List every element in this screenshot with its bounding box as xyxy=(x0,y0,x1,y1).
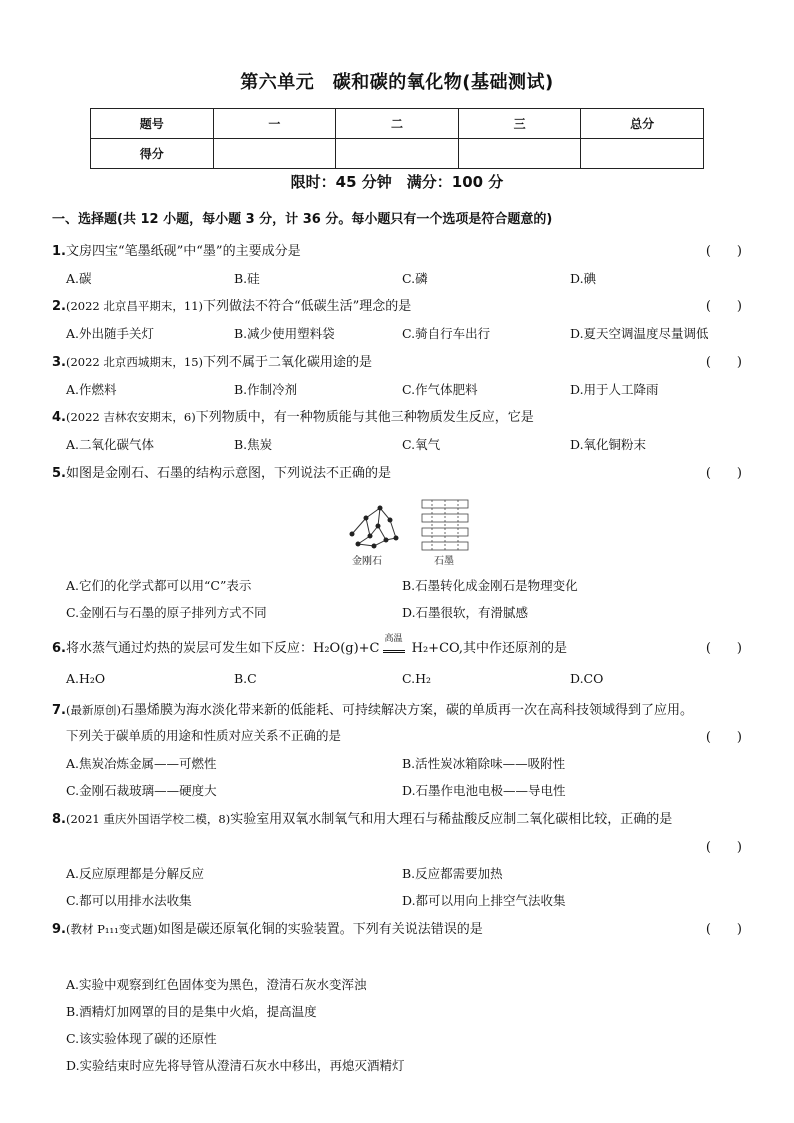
score-table-header-row xyxy=(91,109,704,139)
option: A.作燃料 xyxy=(66,382,117,397)
question-9: 9.(教材 P₁₁₁变式题)如图是碳还原氧化铜的实验装置。下列有关说法错误的是 xyxy=(52,922,483,937)
option: A.H₂O xyxy=(66,671,106,686)
option: B.硅 xyxy=(234,271,260,286)
score-row-label: 得分 xyxy=(91,139,214,169)
answer-paren[interactable]: ( ) xyxy=(705,466,742,481)
reaction-condition: 高温 xyxy=(380,641,408,656)
option: A.它们的化学式都可以用“C”表示 xyxy=(66,578,252,593)
option: B.石墨转化成金刚石是物理变化 xyxy=(402,578,578,593)
section-heading: 一、选择题(共 12 小题，每小题 3 分，计 36 分。每小题只有一个选项是符合题意的) xyxy=(52,212,553,227)
option: D.用于人工降雨 xyxy=(570,382,659,397)
option: B.反应都需要加热 xyxy=(402,866,503,881)
score-header-cell: 三 xyxy=(458,109,581,139)
question-7: 7.(最新原创)石墨烯膜为海水淡化带来新的低能耗、可持续解决方案，碳的单质再一次在高科技领域得到了应用。 xyxy=(52,703,693,718)
score-table-score-row xyxy=(91,139,704,169)
option: B.酒精灯加网罩的目的是集中火焰，提高温度 xyxy=(66,1004,317,1019)
option: B.焦炭 xyxy=(234,437,273,452)
option: A.实验中观察到红色固体变为黑色，澄清石灰水变浑浊 xyxy=(66,977,367,992)
option: D.CO xyxy=(570,671,604,686)
figure-label-graphite: 石墨 xyxy=(434,556,454,567)
option: C.金刚石裁玻璃——硬度大 xyxy=(66,783,217,798)
page-title: 第六单元 碳和碳的氧化物(基础测试) xyxy=(240,72,554,93)
option: C.氧气 xyxy=(402,437,441,452)
option: B.活性炭冰箱除味——吸附性 xyxy=(402,756,566,771)
option: B.作制冷剂 xyxy=(234,382,298,397)
time-limit: 限时：45 分钟 满分：100 分 xyxy=(290,173,504,191)
answer-paren[interactable]: ( ) xyxy=(705,730,742,745)
option: C.H₂ xyxy=(402,671,432,686)
question-8: 8.(2021 重庆外国语学校二模，8)实验室用双氧水制氧气和用大理石与稀盐酸反应制二氧化碳相比较，正确的是 xyxy=(52,812,673,827)
option: B.减少使用塑料袋 xyxy=(234,326,335,341)
score-cell[interactable] xyxy=(336,139,459,169)
equals-sign-icon xyxy=(383,645,405,653)
question-7-line2: 下列关于碳单质的用途和性质对应关系不正确的是 xyxy=(66,728,342,743)
question-6: 6.将水蒸气通过灼热的炭层可发生如下反应：H₂O(g)+C 高温 H₂+CO,其中作还原剂的是 xyxy=(52,634,568,656)
question-1: 1.文房四宝“笔墨纸砚”中“墨”的主要成分是 xyxy=(52,244,301,259)
option: C.骑自行车出行 xyxy=(402,326,491,341)
answer-paren[interactable]: ( ) xyxy=(705,244,742,259)
score-header-cell: 二 xyxy=(336,109,459,139)
option: C.金刚石与石墨的原子排列方式不同 xyxy=(66,605,267,620)
option: D.石墨作电池电极——导电性 xyxy=(402,783,566,798)
option: C.作气体肥料 xyxy=(402,382,478,397)
question-5: 5.如图是金刚石、石墨的结构示意图，下列说法不正确的是 xyxy=(52,466,391,481)
score-header-cell: 题号 xyxy=(91,109,214,139)
option: A.碳 xyxy=(66,271,92,286)
answer-paren[interactable]: ( ) xyxy=(705,641,742,656)
diamond-structure-icon xyxy=(350,506,399,549)
option: D.氧化铜粉末 xyxy=(570,437,647,452)
question-3: 3.(2022 北京西城期末，15)下列不属于二氧化碳用途的是 xyxy=(52,355,373,370)
graphite-structure-icon xyxy=(422,500,468,550)
option: D.碘 xyxy=(570,271,597,286)
score-cell[interactable] xyxy=(581,139,704,169)
option: C.磷 xyxy=(402,271,428,286)
score-header-cell: 总分 xyxy=(581,109,704,139)
option: B.C xyxy=(234,671,257,686)
option: A.焦炭冶炼金属——可燃性 xyxy=(66,756,217,771)
score-cell[interactable] xyxy=(458,139,581,169)
option: A.外出随手关灯 xyxy=(66,326,155,341)
option: A.二氧化碳气体 xyxy=(66,437,155,452)
score-header-cell: 一 xyxy=(213,109,336,139)
option: C.都可以用排水法收集 xyxy=(66,893,192,908)
score-cell[interactable] xyxy=(213,139,336,169)
question-2: 2.(2022 北京昌平期末，11)下列做法不符合“低碳生活”理念的是 xyxy=(52,299,412,314)
option: D.石墨很软，有滑腻感 xyxy=(402,605,529,620)
answer-paren[interactable]: ( ) xyxy=(705,355,742,370)
answer-paren[interactable]: ( ) xyxy=(705,922,742,937)
option: D.都可以用向上排空气法收集 xyxy=(402,893,566,908)
question-4: 4.(2022 吉林农安期末，6)下列物质中，有一种物质能与其他三种物质发生反应，它是 xyxy=(52,410,534,425)
figure-label-diamond: 金刚石 xyxy=(352,556,382,567)
option: A.反应原理都是分解反应 xyxy=(66,866,205,881)
score-table xyxy=(90,108,704,169)
option: D.实验结束时应先将导管从澄清石灰水中移出，再熄灭酒精灯 xyxy=(66,1058,405,1073)
option: D.夏天空调温度尽量调低 xyxy=(570,326,709,341)
answer-paren[interactable]: ( ) xyxy=(705,840,742,855)
option: C.该实验体现了碳的还原性 xyxy=(66,1031,217,1046)
answer-paren[interactable]: ( ) xyxy=(705,299,742,314)
